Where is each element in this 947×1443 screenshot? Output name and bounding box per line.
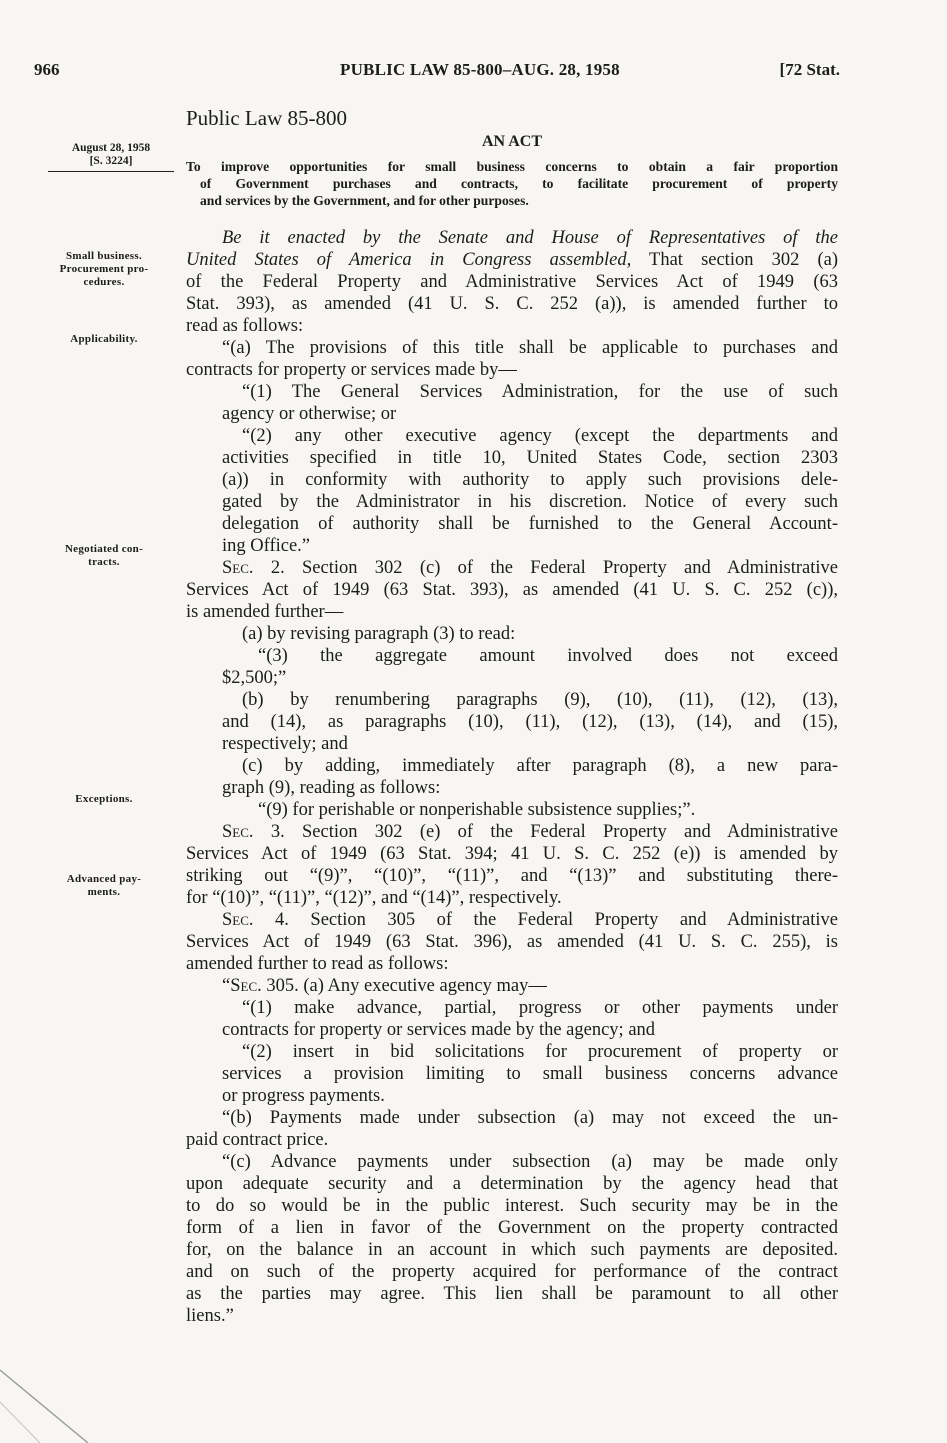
text-line: form of a lien in favor of the Government on the property contracted: [186, 1218, 838, 1238]
purpose-line: of Government purchases and contracts, to facilitate procurement of property: [200, 176, 838, 191]
enacting-clause-line: Be it enacted by the Senate and House of Representatives of the: [222, 228, 838, 248]
text-line: for “(10)”, “(11)”, “(12)”, and “(14)”, respectively.: [186, 888, 562, 908]
text-line: delegation of authority shall be furnished to the General Account-: [222, 514, 838, 534]
margin-note-line: ments.: [87, 886, 121, 898]
date-rule: [48, 171, 174, 172]
text-line: (a) by revising paragraph (3) to read:: [242, 624, 516, 644]
text-line: amended further to read as follows:: [186, 954, 449, 974]
text-line: for, on the balance in an account in which such payments are deposited.: [186, 1240, 838, 1260]
margin-note-advanced-payments: [36, 873, 172, 899]
text-line: is amended further—: [186, 602, 344, 622]
margin-note-line: Small business.: [65, 250, 143, 262]
text-run: “: [222, 976, 231, 996]
text-line: “(3) the aggregate amount involved does not exceed: [258, 646, 838, 666]
text-line: ing Office.”: [222, 536, 311, 556]
enactment-date: August 28, 1958: [71, 142, 151, 154]
act-heading: AN ACT: [481, 133, 542, 150]
text-line: Stat. 393), as amended (41 U. S. C. 252 (a)), is amended further to: [186, 294, 838, 314]
text-line: “(a) The provisions of this title shall be applicable to purchases and: [222, 338, 838, 358]
margin-note-line: tracts.: [88, 556, 120, 568]
purpose-clause: [186, 158, 838, 209]
text-line: “(1) make advance, partial, progress or other payments under: [242, 998, 838, 1018]
text-line: “(c) Advance payments under subsection (a) may be made only: [222, 1152, 838, 1172]
text-line: (b) by renumbering paragraphs (9), (10), (11), (12), (13),: [242, 690, 838, 710]
date-note: [46, 142, 176, 172]
text-line: graph (9), reading as follows:: [222, 778, 441, 798]
text-line: [222, 976, 838, 997]
text-line: “(1) The General Services Administration, for the use of such: [242, 382, 838, 402]
text-line: liens.”: [186, 1306, 234, 1326]
margin-note-applicability: Applicability.: [70, 333, 138, 345]
text-run: 305. (a) Any executive agency may—: [261, 976, 547, 996]
page-number: 966: [34, 60, 60, 79]
text-line: services a provision limiting to small business concerns advance: [222, 1064, 838, 1084]
text-line: read as follows:: [186, 316, 304, 336]
text-line: $2,500;”: [222, 668, 287, 688]
text-line: [222, 822, 838, 843]
text-line: “(b) Payments made under subsection (a) may not exceed the un-: [222, 1108, 838, 1128]
text-line: [222, 558, 838, 579]
text-line: or progress payments.: [222, 1086, 385, 1106]
section-mark: Sec.: [230, 976, 262, 996]
text-run: That section 302 (a): [631, 250, 838, 270]
section-mark: Sec.: [222, 822, 254, 842]
text-line: Services Act of 1949 (63 Stat. 394; 41 U. S. C. 252 (e)) is amended by: [186, 844, 838, 864]
text-line: agency or otherwise; or: [222, 404, 397, 424]
text-line: to do so would be in the public interest. Such security may be in the: [186, 1196, 838, 1216]
text-line: (c) by adding, immediately after paragraph (8), a new para-: [242, 756, 838, 776]
running-title: PUBLIC LAW 85-800–AUG. 28, 1958: [340, 60, 620, 79]
volume-citation: [72 Stat.: [779, 60, 840, 79]
text-line: Services Act of 1949 (63 Stat. 393), as amended (41 U. S. C. 252 (c)),: [186, 580, 838, 600]
purpose-line: To improve opportunities for small business concerns to obtain a fair proportion: [186, 159, 838, 174]
margin-note-line: Advanced pay-: [66, 873, 142, 885]
text-line: Services Act of 1949 (63 Stat. 396), as amended (41 U. S. C. 255), is: [186, 932, 838, 952]
text-line: contracts for property or services made by the agency; and: [222, 1020, 656, 1040]
text-line: activities specified in title 10, United States Code, section 2303: [222, 448, 838, 468]
text-run: 2. Section 302 (c) of the Federal Property and Administrative: [253, 558, 838, 578]
margin-note-line: Negotiated con-: [64, 543, 144, 555]
text-run: 4. Section 305 of the Federal Property and Administrative: [253, 910, 838, 930]
text-line: contracts for property or services made by—: [186, 360, 517, 380]
text-line: respectively; and: [222, 734, 348, 754]
text-line: of the Federal Property and Administrative Services Act of 1949 (63: [186, 272, 838, 292]
text-line: (a)) in conformity with authority to apply such provisions dele-: [222, 470, 838, 490]
margin-note-line: cedures.: [83, 276, 125, 288]
text-line: gated by the Administrator in his discretion. Notice of every such: [222, 492, 838, 512]
margin-note-line: Procurement pro-: [59, 263, 149, 275]
margin-note-exceptions: Exceptions.: [75, 793, 133, 805]
text-line: and (14), as paragraphs (10), (11), (12), (13), (14), and (15),: [222, 712, 838, 732]
text-line: paid contract price.: [186, 1130, 329, 1150]
text-line: [222, 910, 838, 931]
text-line: upon adequate security and a determination by the agency head that: [186, 1174, 838, 1194]
text-line: [186, 250, 838, 271]
text-line: and on such of the property acquired for performance of the contract: [186, 1262, 838, 1282]
text-line: “(2) any other executive agency (except the departments and: [242, 426, 838, 446]
section-mark: Sec.: [222, 558, 254, 578]
purpose-line: and services by the Government, and for other purposes.: [200, 193, 529, 208]
bill-number: [S. 3224]: [89, 155, 133, 167]
law-label: Public Law 85-800: [186, 106, 347, 130]
page-fold-mark: [0, 1350, 90, 1443]
text-line: striking out “(9)”, “(10)”, “(11)”, and “(13)” and substituting there-: [186, 866, 838, 886]
margin-note-negotiated-contracts: [36, 543, 172, 569]
page-header: [34, 60, 840, 86]
text-line: as the parties may agree. This lien shall be paramount to all other: [186, 1284, 838, 1304]
text-run: 3. Section 302 (e) of the Federal Property and Administrative: [253, 822, 838, 842]
section-mark: Sec.: [222, 910, 254, 930]
text-line: “(2) insert in bid solicitations for procurement of property or: [242, 1042, 838, 1062]
enacting-clause-italic: United States of America in Congress assembled,: [186, 250, 632, 270]
margin-note-small-business: [36, 250, 172, 289]
text-line: “(9) for perishable or nonperishable subsistence supplies;”.: [258, 800, 696, 820]
